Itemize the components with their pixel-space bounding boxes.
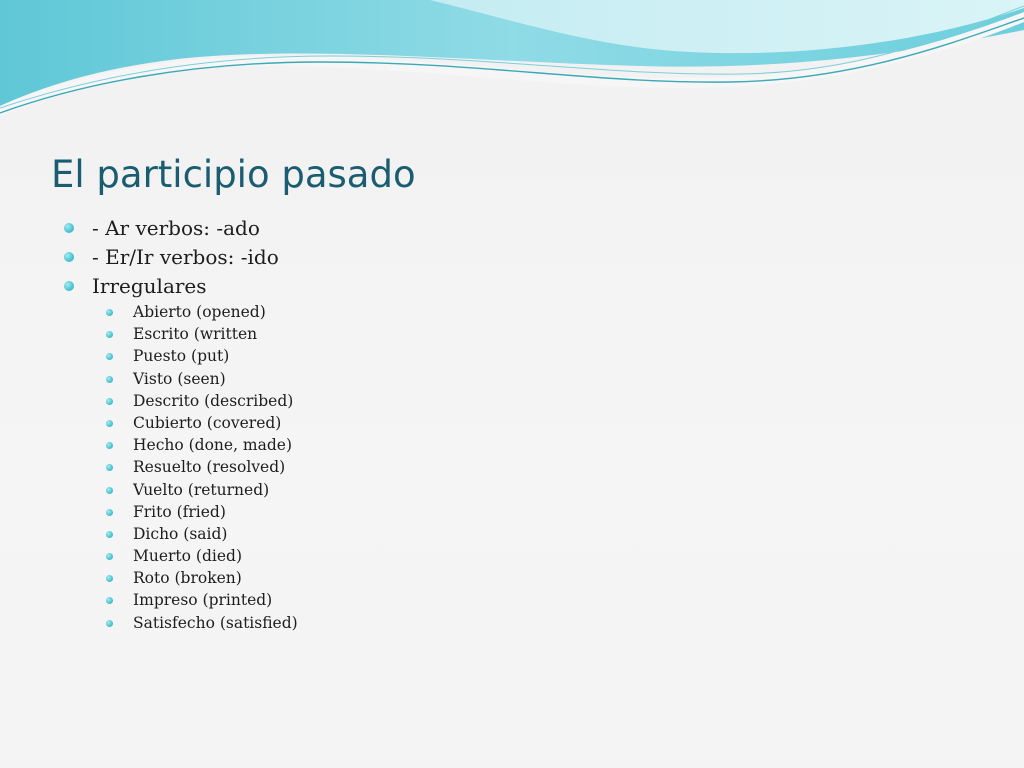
slide-title: El participio pasado: [51, 153, 416, 196]
sub-list-item-label: Puesto (put): [133, 347, 230, 366]
sub-list-item: [0, 612, 298, 634]
sub-list-item: [0, 589, 298, 611]
round-bullet-icon: [106, 376, 113, 383]
round-bullet-icon: [106, 464, 113, 471]
sub-list-item: [0, 301, 298, 323]
list-item: [0, 243, 298, 272]
round-bullet-icon: [106, 309, 113, 316]
sub-bullet-list: [0, 301, 298, 634]
sub-list-item-label: Vuelto (returned): [133, 480, 270, 499]
sub-list-item: [0, 523, 298, 545]
round-bullet-icon: [106, 442, 113, 449]
sub-list-item: [0, 412, 298, 434]
sub-list-item-label: Satisfecho (satisfied): [133, 613, 298, 632]
sub-list-item-label: Descrito (described): [133, 391, 294, 410]
round-bullet-icon: [106, 398, 113, 405]
sub-list-item-label: Muerto (died): [133, 547, 242, 566]
round-bullet-icon: [106, 575, 113, 582]
sub-list-item: [0, 567, 298, 589]
wave-decoration: [0, 0, 1024, 130]
sub-list-item: [0, 479, 298, 501]
sub-list-item-label: Roto (broken): [133, 569, 242, 588]
sub-list-item-label: Dicho (said): [133, 524, 228, 543]
round-bullet-icon: [106, 353, 113, 360]
sub-list-item: [0, 434, 298, 456]
round-bullet-icon: [106, 420, 113, 427]
round-bullet-icon: [64, 281, 74, 291]
sub-list-item: [0, 345, 298, 367]
sub-list-item: [0, 368, 298, 390]
sub-list-item-label: Cubierto (covered): [133, 413, 282, 432]
bullet-list: [0, 214, 298, 634]
round-bullet-icon: [106, 487, 113, 494]
round-bullet-icon: [106, 553, 113, 560]
sub-list-item: [0, 545, 298, 567]
list-item-label: - Ar verbos: -ado: [92, 216, 260, 240]
round-bullet-icon: [106, 620, 113, 627]
round-bullet-icon: [64, 223, 74, 233]
round-bullet-icon: [106, 331, 113, 338]
list-item: [0, 272, 298, 301]
sub-list-item-label: Frito (fried): [133, 502, 226, 521]
sub-list-item-label: Resuelto (resolved): [133, 458, 286, 477]
sub-list-item-label: Escrito (written: [133, 325, 258, 344]
round-bullet-icon: [106, 531, 113, 538]
sub-list-item: [0, 323, 298, 345]
list-item: [0, 214, 298, 243]
sub-list-item-label: Abierto (opened): [133, 303, 266, 321]
sub-list-item: [0, 501, 298, 523]
sub-list-item-label: Impreso (printed): [133, 591, 273, 610]
sub-list-item: [0, 390, 298, 412]
sub-list-item-label: Hecho (done, made): [133, 436, 293, 455]
sub-list-container: [0, 301, 298, 634]
list-item-label: Irregulares: [92, 274, 207, 298]
round-bullet-icon: [64, 252, 74, 262]
list-item-label: - Er/Ir verbos: -ido: [92, 245, 279, 269]
sub-list-item: [0, 456, 298, 478]
round-bullet-icon: [106, 597, 113, 604]
round-bullet-icon: [106, 509, 113, 516]
sub-list-item-label: Visto (seen): [133, 369, 226, 388]
